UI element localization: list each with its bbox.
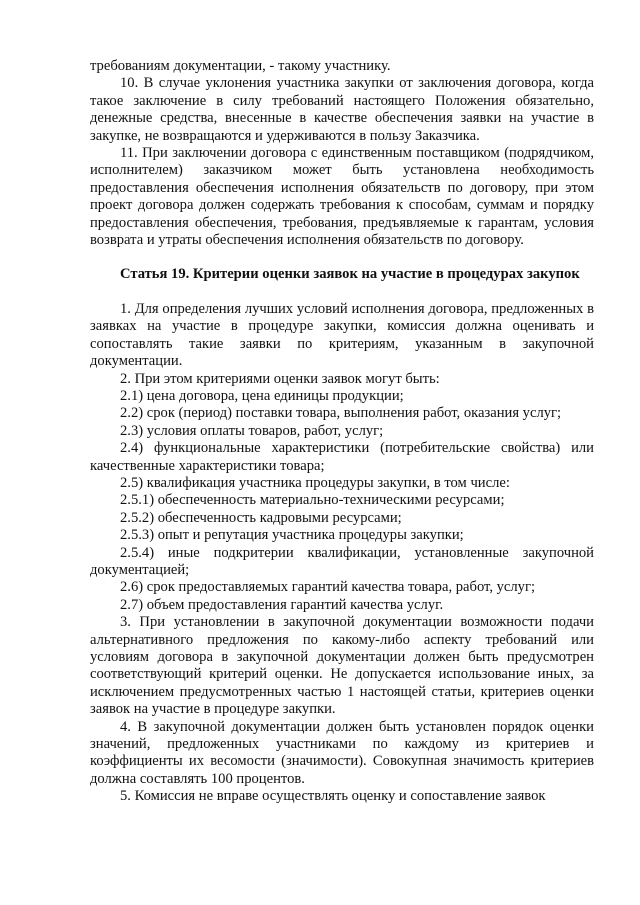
list-item: 1. Для определения лучших условий исполнения договора, предложенных в заявках на участие в процедуре закупки, комиссия должна оценивать и сопоставлять такие заявки по критериям, указанным в закупочной документации.	[90, 300, 594, 370]
document-page	[90, 58, 594, 806]
list-item: 2.6) срок предоставляемых гарантий качества товара, работ, услуг;	[120, 579, 536, 596]
list-item: 3. При установлении в закупочной документации возможности подачи альтернативного предложения по какому-либо аспекту требований или условиям договора в закупочной документации должен быть предусмотрен соответствующий критерий оценки. Не допускается использование иных, за исключением предусмотренных частью 1 настоящей статьи, критериев оценки заявок на участие в процедуре закупки.	[90, 614, 594, 718]
list-item: 2.2) срок (период) поставки товара, выполнения работ, оказания услуг;	[120, 405, 562, 422]
list-item: 2.5) квалификация участника процедуры закупки, в том числе:	[120, 474, 510, 491]
article-heading: Статья 19. Критерии оценки заявок на участие в процедурах закупок	[120, 266, 580, 283]
paragraph-continued: требованиям документации, - такому участнику.	[90, 58, 391, 74]
list-item: 2.5.4) иные подкритерии квалификации, установленные закупочной документацией;	[90, 544, 594, 578]
list-item: 2.4) функциональные характеристики (потребительские свойства) или качественные характеристики товара;	[90, 440, 594, 474]
list-item: 2.7) объем предоставления гарантий качества услуг.	[120, 596, 444, 613]
list-item: 2.5.2) обеспеченность кадровыми ресурсами;	[120, 509, 402, 526]
list-item: 2.3) условия оплаты товаров, работ, услуг;	[120, 422, 384, 439]
list-item: 2. При этом критериями оценки заявок могут быть:	[120, 370, 440, 387]
list-item: 2.5.1) обеспеченность материально-техническими ресурсами;	[120, 492, 505, 509]
paragraph-10: 10. В случае уклонения участника закупки от заключения договора, когда такое заключение в силу требований настоящего Положения обязательно, денежные средства, внесенные в качестве обеспечения заявки на участие в закупке, не возвращаются и удерживаются в пользу Заказчика.	[90, 75, 594, 144]
list-item: 5. Комиссия не вправе осуществлять оценку и сопоставление заявок	[120, 788, 546, 805]
list-item: 2.1) цена договора, цена единицы продукции;	[120, 387, 404, 404]
list-item: 2.5.3) опыт и репутация участника процедуры закупки;	[120, 527, 464, 544]
list-item: 4. В закупочной документации должен быть установлен порядок оценки значений, предложенных участниками по каждому из критериев и коэффициенты их весомости (значимости). Совокупная значимость критериев должна составлять 100 процентов.	[90, 718, 594, 787]
paragraph-11: 11. При заключении договора с единственным поставщиком (подрядчиком, исполнителем) заказчиком может быть установлена необходимость предоставления обеспечения исполнения обязательств по договору, при этом проект договора должен содержать требования к способам, суммам и порядку предоставления обеспечения, требования, предъявляемые к гарантам, условия возврата и утраты обеспечения исполнения обязательств по договору.	[90, 145, 594, 249]
